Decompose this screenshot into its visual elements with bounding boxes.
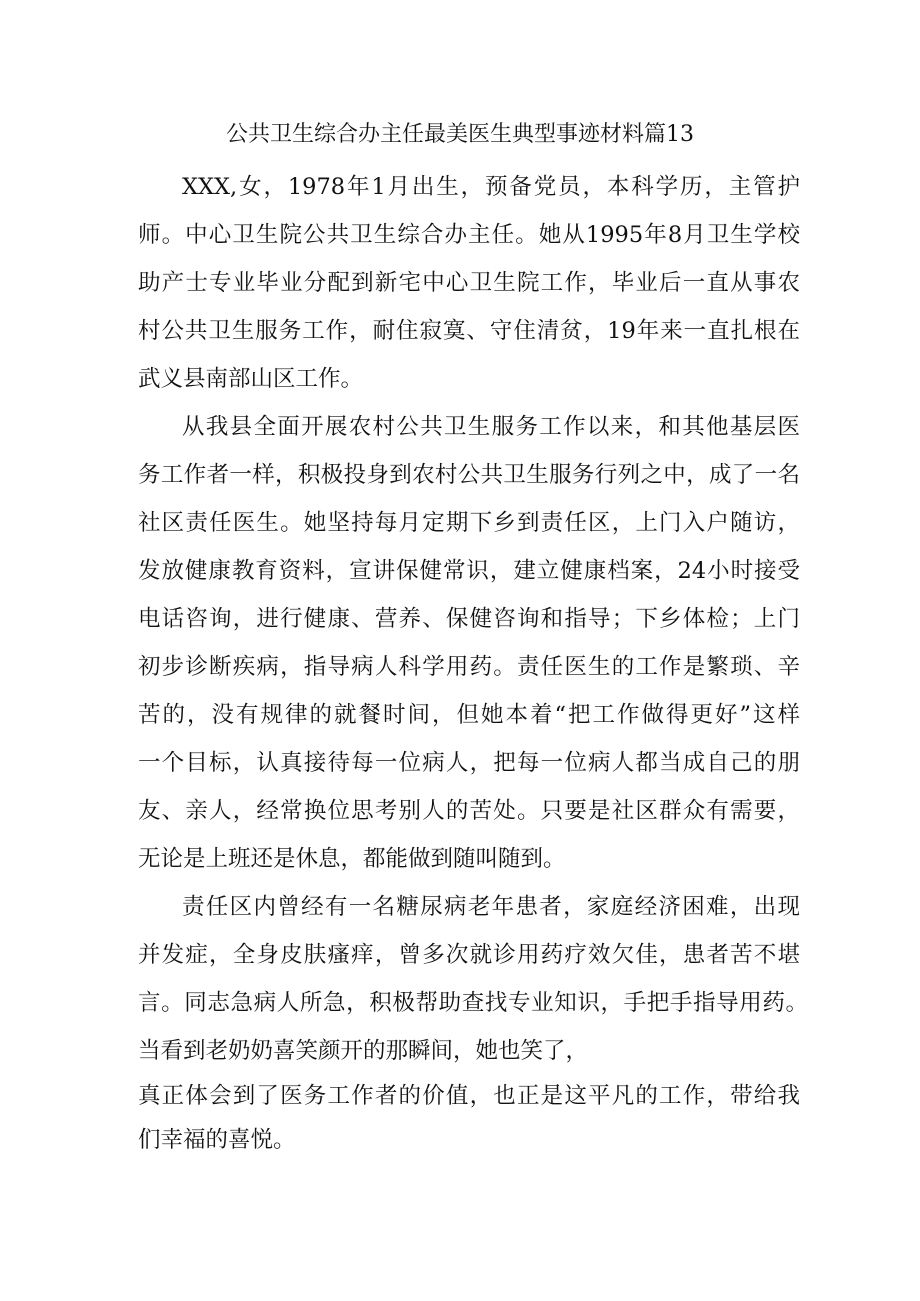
text-line: 初步诊断疾病，指导病人科学用药。责任医生的工作是繁琐、辛 <box>138 654 800 680</box>
text-line: 苦的，没有规律的就餐时间，但她本着“把工作做得更好”这样 <box>138 702 800 728</box>
text-line: 发放健康教育资料，宣讲保健常识，建立健康档案，24小时接受 <box>138 558 800 584</box>
text-line: 友、亲人，经常换位思考别人的苦处。只要是社区群众有需要， <box>138 798 800 824</box>
text-line: 社区责任医生。她坚持每月定期下乡到责任区，上门入户随访， <box>138 510 800 536</box>
text-line: 务工作者一样，积极投身到农村公共卫生服务行列之中，成了一名 <box>138 462 800 488</box>
text-line: 师。中心卫生院公共卫生综合办主任。她从1995年8月卫生学校 <box>138 222 800 248</box>
text-line: 言。同志急病人所急，积极帮助查找专业知识，手把手指导用药。 <box>138 990 808 1016</box>
text-line: 电话咨询，进行健康、营养、保健咨询和指导；下乡体检；上门 <box>138 606 800 632</box>
text-line: 真正体会到了医务工作者的价值，也正是这平凡的工作，带给我 <box>138 1083 800 1109</box>
text-line: 一个目标，认真接待每一位病人，把每一位病人都当成自己的朋 <box>138 750 800 776</box>
text-line: 当看到老奶奶喜笑颜开的那瞬间，她也笑了， <box>138 1038 589 1064</box>
text-line: 助产士专业毕业分配到新宅中心卫生院工作，毕业后一直从事农 <box>138 270 800 296</box>
text-line: 从我县全面开展农村公共卫生服务工作以来，和其他基层医 <box>182 414 800 440</box>
text-line: 无论是上班还是休息，都能做到随叫随到。 <box>138 846 566 872</box>
text-line: 武义县南部山区工作。 <box>138 366 364 392</box>
text-line: 并发症，全身皮肤瘙痒，曾多次就诊用药疗效欠佳，患者苦不堪 <box>138 942 800 968</box>
document-title: 公共卫生综合办主任最美医生典型事迹材料篇13 <box>226 122 694 147</box>
text-line: 责任区内曾经有一名糖尿病老年患者，家庭经济困难，出现 <box>182 894 800 920</box>
text-line: XXX,女，1978年1月出生，预备党员，本科学历，主管护 <box>182 174 800 200</box>
text-line: 村公共卫生服务工作，耐住寂寞、守住清贫，19年来一直扎根在 <box>138 318 800 344</box>
text-line: 们幸福的喜悦。 <box>138 1127 296 1153</box>
